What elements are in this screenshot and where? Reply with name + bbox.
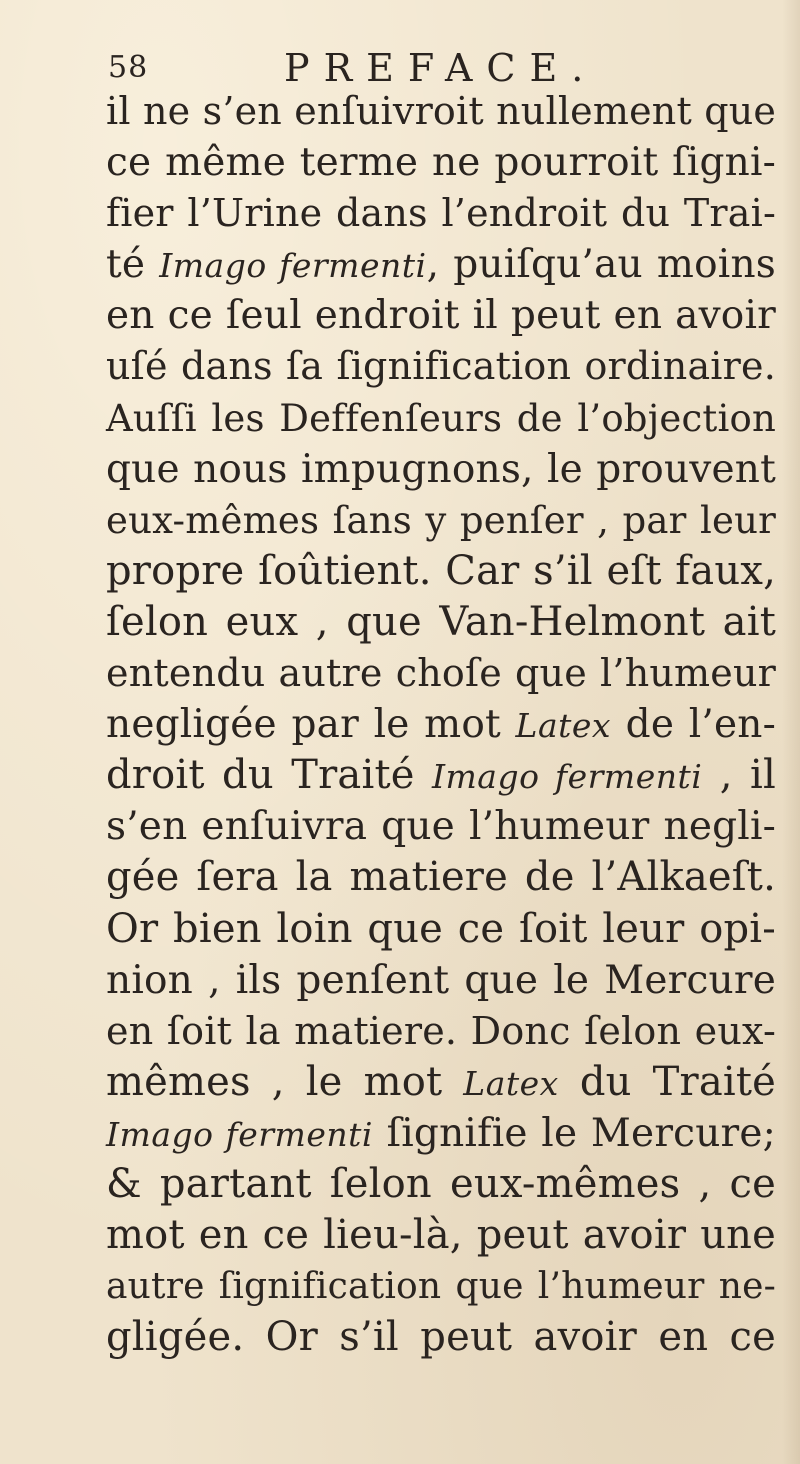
text-run: fier l’Urine dans l’endroit du Trai-: [106, 191, 776, 236]
text-line: [106, 699, 776, 750]
text-run: , il: [702, 752, 776, 799]
text-line: [106, 341, 776, 392]
text-line: [106, 290, 776, 341]
italic-title: Latex: [463, 1063, 559, 1103]
text-run: & partant ſelon eux-mêmes , ce: [106, 1160, 776, 1207]
text-line: [106, 444, 776, 495]
running-head: [108, 48, 768, 88]
text-line: [106, 1312, 776, 1363]
text-run: té: [106, 242, 160, 288]
text-run: de l’en-: [611, 702, 776, 748]
text-run: negligée par le mot: [106, 702, 516, 748]
text-run: propre ſoûtient. Car s’il eſt faux,: [106, 547, 776, 594]
text-line: [106, 1210, 776, 1261]
text-line: [106, 904, 776, 955]
text-run: Auſſi les Deffenſeurs de l’objection: [106, 396, 776, 440]
text-line: [106, 750, 776, 801]
text-run: gligée. Or s’il peut avoir en ce: [106, 1314, 776, 1361]
body-text: [106, 86, 776, 1363]
text-line: [106, 239, 776, 290]
text-line: [106, 393, 776, 444]
text-line: [106, 597, 776, 648]
text-line: [106, 1159, 776, 1210]
text-line: [106, 1006, 776, 1057]
text-run: , puiſqu’au moins: [426, 242, 776, 288]
text-line: [106, 1057, 776, 1108]
italic-title: Imago fermenti: [159, 246, 427, 286]
text-line: [106, 648, 776, 699]
text-run: en ce ſeul endroit il peut en avoir: [106, 293, 776, 339]
text-line: [106, 801, 776, 852]
text-run: autre ſignification que l’humeur ne-: [106, 1266, 776, 1308]
text-run: ſignifie le Mercure;: [372, 1110, 776, 1156]
text-run: gée ſera la matiere de l’Alkaeſt.: [106, 854, 776, 901]
text-run: droit du Traité: [106, 752, 432, 799]
text-run: Or bien loin que ce ſoit leur opi-: [106, 905, 776, 952]
text-run: uſé dans ſa ſignification ordinaire.: [106, 344, 776, 389]
text-line: [106, 495, 776, 546]
text-line: [106, 188, 776, 239]
text-line: [106, 1108, 776, 1159]
text-line: [106, 137, 776, 188]
text-run: il ne s’en enſuivroit nullement que: [106, 89, 777, 133]
text-run: nion , ils penſent que le Mercure: [106, 957, 776, 1003]
text-line: [106, 86, 776, 137]
text-run: eux-mêmes ſans y penſer , par leur: [106, 498, 776, 542]
running-title: PREFACE.: [284, 46, 598, 90]
text-line: [106, 852, 776, 903]
text-run: mot en ce lieu-là, peut avoir une: [106, 1212, 776, 1259]
page-edge-shadow: [782, 0, 800, 1464]
text-run: en ſoit la matiere. Donc ſelon eux-: [106, 1008, 776, 1053]
italic-title: Latex: [515, 706, 612, 746]
text-line: [106, 546, 776, 597]
text-line: [106, 955, 776, 1006]
italic-title: Imago fermenti: [431, 757, 703, 797]
text-run: entendu autre choſe que l’humeur: [106, 651, 776, 696]
text-run: mêmes , le mot: [106, 1058, 464, 1105]
text-run: s’en enſuivra que l’humeur negli-: [106, 804, 776, 850]
text-line: [106, 1261, 776, 1312]
page-number: 58: [108, 50, 149, 85]
text-run: du Traité: [558, 1058, 776, 1105]
italic-title: Imago fermenti: [106, 1114, 373, 1154]
text-run: que nous impugnons, le prouvent: [106, 446, 776, 492]
text-run: ce même terme ne pourroit ſigni-: [106, 140, 776, 186]
text-run: ſelon eux , que Van-Helmont ait: [106, 598, 776, 645]
